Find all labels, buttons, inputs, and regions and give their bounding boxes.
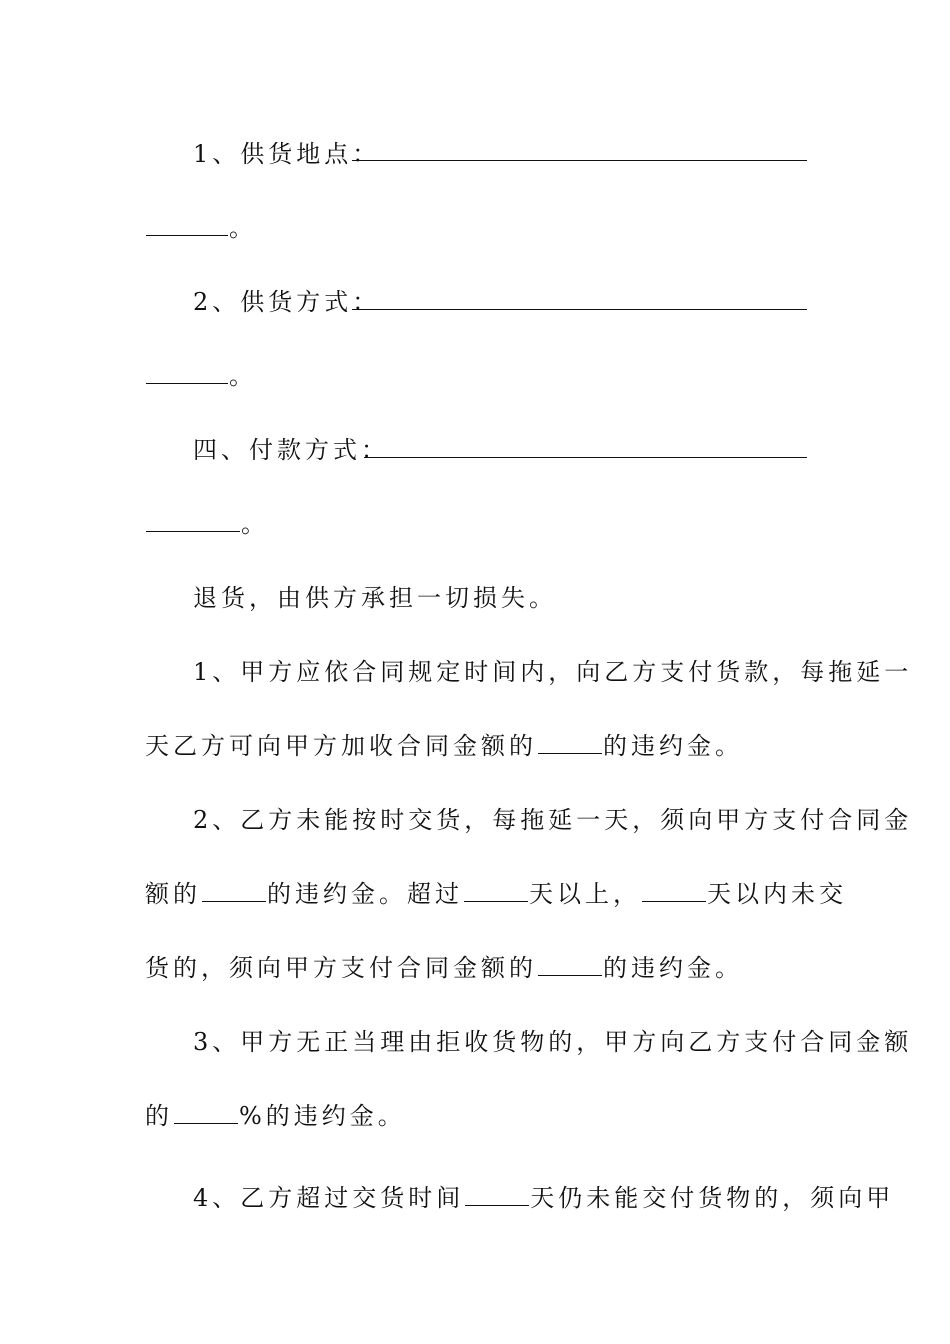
clause-2-line-1 — [193, 802, 912, 838]
clause-1-line-2 — [145, 728, 743, 764]
payment-method-continuation — [145, 506, 269, 542]
clause-4-days-blank[interactable] — [465, 1183, 529, 1206]
clause-4-text-1a: 4、乙方超过交货时间 — [193, 1184, 465, 1212]
clause-2-rate-blank[interactable] — [202, 879, 266, 902]
supply-method-blank-cont[interactable] — [146, 361, 228, 384]
clause-3-line-2 — [145, 1098, 406, 1134]
supply-location-blank[interactable] — [352, 160, 807, 161]
clause-1-text-2a: 天乙方可向甲方加收合同金额的 — [145, 732, 537, 760]
clause-2-text-3b: 的违约金。 — [603, 954, 743, 982]
clause-2-text-2c: 天以上， — [529, 880, 641, 908]
supply-method-text: 2、供货方式： — [193, 288, 381, 316]
clause-2-days-within-blank[interactable] — [642, 879, 706, 902]
clause-3-text-2b: %的违约金。 — [239, 1102, 406, 1130]
clause-2-days-over-blank[interactable] — [464, 879, 528, 902]
clause-2-text-3a: 货的，须向甲方支付合同金额的 — [145, 954, 537, 982]
clause-1-rate-blank[interactable] — [538, 731, 602, 754]
payment-method-period: 。 — [241, 510, 269, 538]
clause-2-text-2a: 额的 — [145, 880, 201, 908]
clause-3-line-1 — [193, 1024, 912, 1060]
clause-2-text-2d: 天以内未交 — [707, 880, 847, 908]
clause-1-line-1 — [193, 654, 912, 690]
supply-location-text: 1、供货地点： — [193, 140, 381, 168]
supply-location-period: 。 — [229, 214, 257, 242]
supply-method-continuation — [145, 358, 257, 394]
supply-location-blank-cont[interactable] — [146, 213, 228, 236]
payment-method-text: 四、付款方式： — [193, 436, 389, 464]
supply-method-period: 。 — [229, 362, 257, 390]
supply-method-label — [193, 284, 380, 320]
clause-4-text-1b: 天仍未能交付货物的，须向甲 — [530, 1184, 895, 1212]
supply-location-label — [193, 136, 380, 172]
clause-1-text-1: 1、甲方应依合同规定时间内，向乙方支付货款，每拖延一 — [193, 658, 913, 686]
clause-3-percent-blank[interactable] — [174, 1101, 238, 1124]
supply-location-continuation — [145, 210, 257, 246]
return-goods-paragraph — [193, 580, 557, 616]
clause-2-text-1: 2、乙方未能按时交货，每拖延一天，须向甲方支付合同金 — [193, 806, 913, 834]
clause-2-line-2 — [145, 876, 847, 912]
payment-method-blank-cont[interactable] — [146, 509, 240, 532]
clause-2-text-2b: 的违约金。超过 — [267, 880, 463, 908]
clause-1-text-2b: 的违约金。 — [603, 732, 743, 760]
clause-2-rate-blank-2[interactable] — [538, 953, 602, 976]
clause-3-text-1: 3、甲方无正当理由拒收货物的，甲方向乙方支付合同金额 — [193, 1028, 913, 1056]
clause-4-line-1 — [193, 1180, 894, 1216]
return-goods-text: 退货，由供方承担一切损失。 — [193, 584, 557, 612]
payment-method-label — [193, 432, 389, 468]
clause-2-line-3 — [145, 950, 743, 986]
payment-method-blank[interactable] — [364, 457, 807, 458]
supply-method-blank[interactable] — [352, 309, 807, 310]
clause-3-text-2a: 的 — [145, 1102, 173, 1130]
